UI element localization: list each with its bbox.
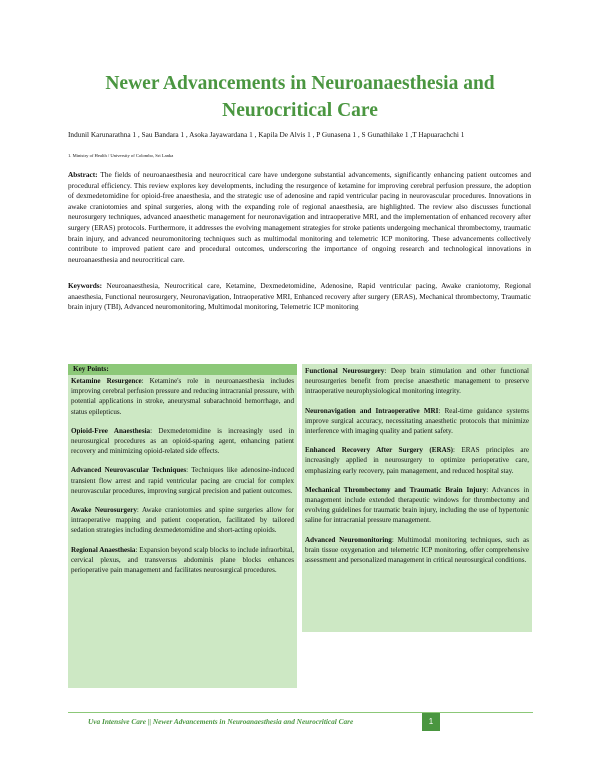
key-point-thrombectomy (302, 485, 532, 526)
key-point-title: Advanced Neurovascular Techniques (71, 466, 187, 475)
footer-divider (68, 712, 533, 713)
key-point-text: : Deep brain stimulation and other functional neurosurgeries benefit from precise anaesthetic management to preserve intraoperative neurophysiological monitoring integrity. (305, 367, 529, 396)
key-point-text: : Techniques like adenosine-induced transient flow arrest and rapid ventricular pacing are crucial for complex neurovascular procedures, improving surgical precision and patient outcomes. (71, 466, 294, 495)
key-point-title: Opioid-Free Anaesthesia (71, 426, 151, 435)
abstract (68, 170, 531, 265)
paper-title: Newer Advancements in Neuroanaesthesia and Neurocritical Care (105, 73, 495, 121)
keywords (68, 281, 531, 313)
key-point-opioid-free (68, 426, 297, 457)
key-point-awake (68, 505, 297, 536)
key-point-text: : Advances in management include extended therapeutic windows for thrombectomy and evolving guidelines for traumatic brain injury, including the use of hypertonic saline for intracranial pressure management. (305, 485, 529, 525)
keywords-text: Neuroanaesthesia, Neurocritical care, Ketamine, Dexmedetomidine, Adenosine, Rapid ventricular pacing, Awake craniotomy, Regional anaesthesia, Functional neurosurgery, Neuronavigation, Intraoperative MRI, Enhanced recovery after surgery (ERAS), Mechanical thrombectomy, Traumatic brain injury (TBI), Advanced neuromonitoring, Multimodal monitoring, Telemetric ICP monitoring (68, 281, 531, 312)
key-point-neuromonitoring (302, 535, 532, 566)
key-point-title: Functional Neurosurgery (305, 367, 385, 375)
key-point-title: Mechanical Thrombectomy and Traumatic Brain Injury (305, 485, 487, 494)
key-points-left-column (68, 364, 297, 688)
key-point-text: : Ketamine's role in neuroanaesthesia includes improving cerebral perfusion pressure and reducing intracranial pressure, with potential applications in stroke, aneurysmal subarachnoid hemorrhage, and status epilepticus. (71, 377, 294, 416)
key-point-text: : Multimodal monitoring techniques, such as brain tissue oxygenation and telemetric ICP monitoring, offer comprehensive assessment and personalized management in critical neurosurgical conditions. (305, 535, 529, 565)
key-point-title: Ketamine Resurgence (71, 377, 142, 385)
abstract-label: Abstract: (68, 170, 98, 179)
key-point-eras (302, 445, 532, 476)
key-point-text: : Expansion beyond scalp blocks to include infraorbital, cervical plexus, and transversus abdominis plane blocks enhances perioperative pain management and facilitates neurosurgical procedures. (71, 545, 294, 575)
key-points-heading: Key Points: (68, 364, 297, 375)
key-point-title: Neuronavigation and Intraoperative MRI (305, 406, 439, 415)
key-point-ketamine (68, 376, 297, 417)
key-points-right-column (302, 364, 532, 632)
author-list: Indunil Karunarathna 1 , Sau Bandara 1 , Asoka Jayawardana 1 , Kapila De Alvis 1 , P Gunasena 1 , S Gunathilake 1 ,T Hapuarachchi 1 (68, 130, 465, 139)
key-point-text: : Real-time guidance systems improve surgical accuracy, necessitating anaesthetic protocols that minimize interference with imaging quality and patient safety. (305, 406, 529, 436)
key-point-functional (302, 366, 532, 397)
key-point-title: Enhanced Recovery After Surgery (ERAS) (305, 446, 454, 455)
key-point-neuronavigation (302, 406, 532, 437)
key-point-text: : ERAS principles are increasingly applied in neurosurgery to optimize perioperative care, emphasizing early recovery, pain management, and reduced hospital stay. (305, 446, 529, 475)
keywords-label: Keywords: (68, 281, 103, 290)
key-point-title: Regional Anaesthesia (71, 545, 136, 554)
key-point-regional (68, 545, 297, 576)
page-number: 1 (422, 713, 440, 731)
key-point-title: Awake Neurosurgery (71, 506, 137, 515)
key-point-title: Advanced Neuromonitoring (305, 535, 392, 544)
key-point-text: : Awake craniotomies and spine surgeries allow for intraoperative mapping and patient cooperation, facilitated by tailored sedation strategies including dexmedetomidine and short-acting opioids. (71, 506, 294, 535)
key-point-text: : Dexmedetomidine is increasingly used in neurosurgical procedures as an opioid-sparing agent, enhancing patient recovery and minimizing opioid-related side effects. (71, 426, 294, 456)
abstract-text: The fields of neuroanaesthesia and neurocritical care have undergone substantial advancements, significantly enhancing patient outcomes and procedural efficiency. This review explores key developments, including the resurgence of ketamine for improving cerebral perfusion pressure, the adoption of dexmedetomidine for opioid-free anaesthesia, and the strategic use of adenosine and rapid ventricular pacing in neurovascular procedures. Innovations in awake craniotomies and spinal surgeries, along with the expanding role of regional anaesthesia, are highlighted. The review also discusses functional neurosurgery techniques, advanced anaesthetic management for neuronavigation and intraoperative MRI, and the implementation of enhanced recovery after surgery (ERAS) protocols. Furthermore, it addresses the evolving management strategies for stroke patients undergoing mechanical thrombectomy, traumatic brain injury, and advanced neuromonitoring techniques such as multimodal monitoring and telemetric ICP monitoring. These advancements collectively contribute to improved patient care and procedural outcomes, underscoring the importance of ongoing research and technological innovations in neuroanaesthesia and neurocritical care. (68, 170, 532, 264)
key-point-neurovascular (68, 465, 297, 496)
footer-running-title: Uva Intensive Care || Newer Advancements in Neuroanaesthesia and Neurocritical Care (88, 717, 354, 726)
affiliation: 1. Ministry of Health / University of Colombo, Sri Lanka (68, 153, 174, 158)
